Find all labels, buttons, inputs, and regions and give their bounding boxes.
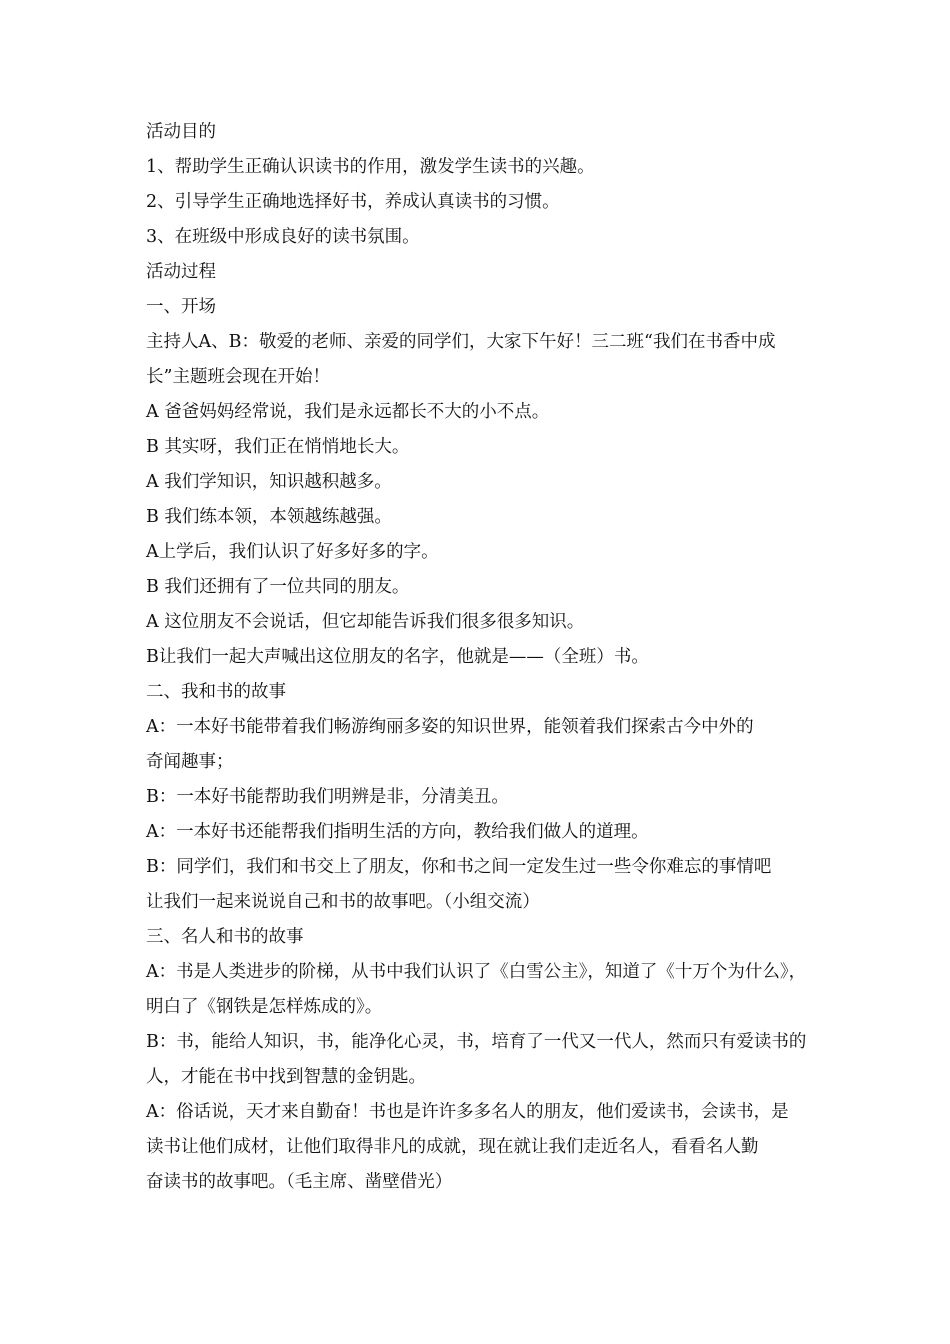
paragraph-line: B：书，能给人知识，书，能净化心灵，书，培育了一代又一代人，然而只有爱读书的 <box>146 1032 807 1052</box>
paragraph-line: 读书让他们成材，让他们取得非凡的成就，现在就让我们走近名人，看看名人勤 <box>146 1137 759 1157</box>
heading-activity-process: 活动过程 <box>146 262 216 282</box>
paragraph-line: A：俗话说，天才来自勤奋！书也是许许多多名人的朋友，他们爱读书，会读书，是 <box>146 1102 789 1122</box>
dialogue-line: A上学后，我们认识了好多好多的字。 <box>146 542 439 562</box>
section-heading-famous-people: 三、名人和书的故事 <box>146 927 304 947</box>
section-heading-opening: 一、开场 <box>146 297 216 317</box>
document-body <box>146 115 814 1200</box>
dialogue-line: B：一本好书能帮助我们明辨是非，分清美丑。 <box>146 787 509 807</box>
section-heading-me-and-books: 二、我和书的故事 <box>146 682 286 702</box>
purpose-item-3: 3、在班级中形成良好的读书氛围。 <box>146 227 420 247</box>
dialogue-line: A 爸爸妈妈经常说，我们是永远都长不大的小不点。 <box>146 402 550 422</box>
purpose-item-1: 1、帮助学生正确认识读书的作用，激发学生读书的兴趣。 <box>146 157 595 177</box>
paragraph-line: 明白了《钢铁是怎样炼成的》。 <box>146 997 383 1017</box>
dialogue-line: A 这位朋友不会说话，但它却能告诉我们很多很多知识。 <box>146 612 585 632</box>
heading-activity-purpose: 活动目的 <box>146 122 216 142</box>
dialogue-line: A：一本好书还能帮我们指明生活的方向，教给我们做人的道理。 <box>146 822 649 842</box>
paragraph-line: 奇闻趣事； <box>146 752 234 772</box>
paragraph-line: 让我们一起来说说自己和书的故事吧。（小组交流） <box>146 892 540 912</box>
paragraph-line: A：书是人类进步的阶梯，从书中我们认识了《白雪公主》，知道了《十万个为什么》， <box>146 962 807 982</box>
dialogue-line: B 我们练本领，本领越练越强。 <box>146 507 392 527</box>
dialogue-line: B 我们还拥有了一位共同的朋友。 <box>146 577 410 597</box>
paragraph-line: 长”主题班会现在开始！ <box>146 367 330 387</box>
paragraph-line: A：一本好书能带着我们畅游绚丽多姿的知识世界，能领着我们探索古今中外的 <box>146 717 754 737</box>
dialogue-line: A 我们学知识，知识越积越多。 <box>146 472 392 492</box>
purpose-item-2: 2、引导学生正确地选择好书，养成认真读书的习惯。 <box>146 192 560 212</box>
dialogue-line: B让我们一起大声喊出这位朋友的名字，他就是——（全班）书。 <box>146 647 649 667</box>
paragraph-line: 奋读书的故事吧。（毛主席、凿壁借光） <box>146 1172 453 1192</box>
dialogue-line: B 其实呀，我们正在悄悄地长大。 <box>146 437 410 457</box>
paragraph-line: B：同学们，我们和书交上了朋友，你和书之间一定发生过一些令你难忘的事情吧 <box>146 857 772 877</box>
paragraph-line: 主持人A、B：敬爱的老师、亲爱的同学们，大家下午好！三二班“我们在书香中成 <box>146 332 776 352</box>
paragraph-line: 人，才能在书中找到智慧的金钥匙。 <box>146 1067 426 1087</box>
